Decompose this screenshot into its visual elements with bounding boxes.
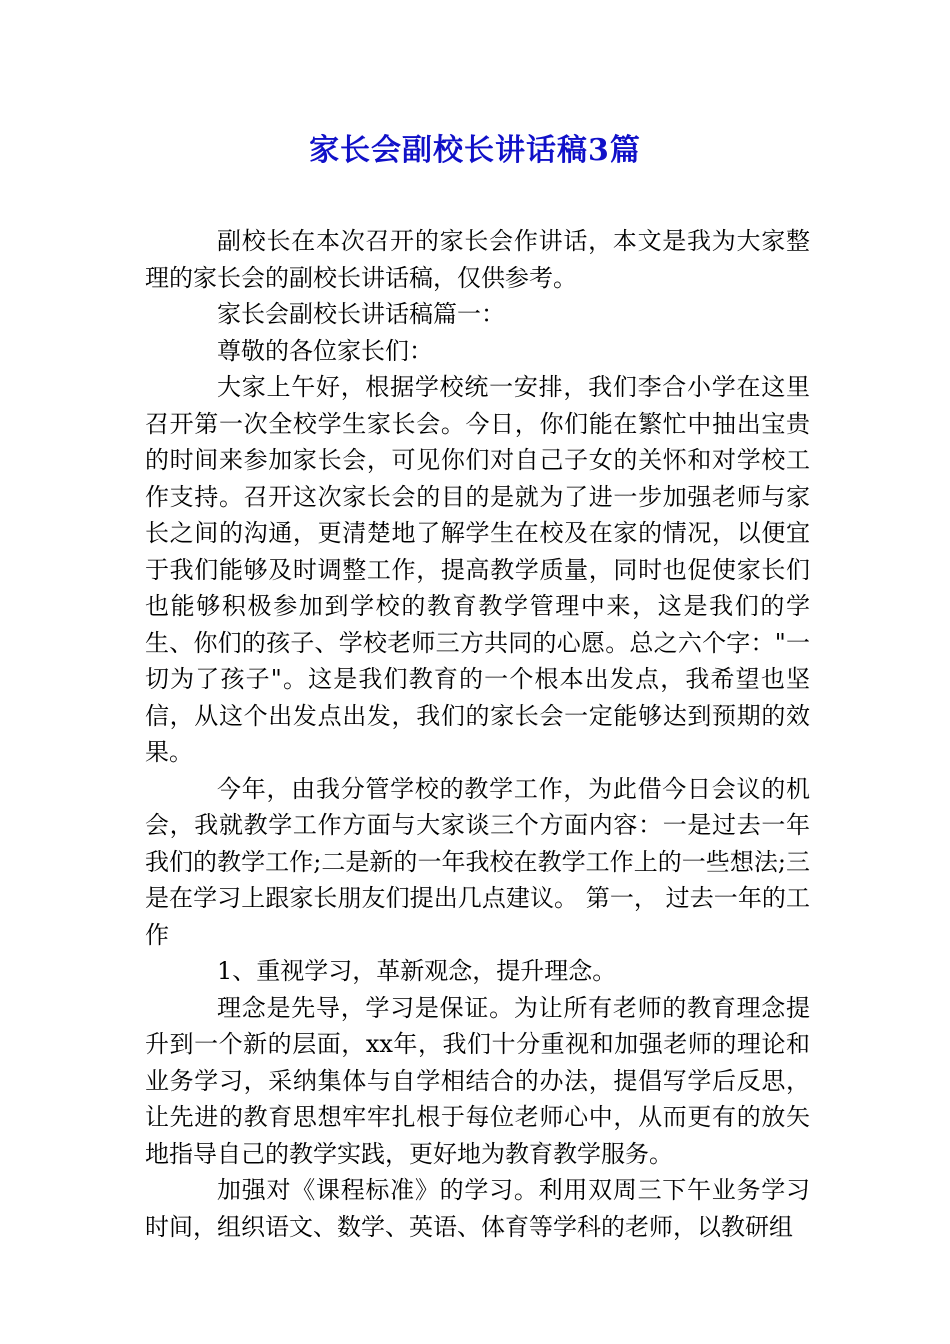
document-title: 家长会副校长讲话稿3篇 [309, 133, 641, 168]
paragraph-salutation: 尊敬的各位家长们： [217, 336, 433, 365]
paragraph-curriculum: 加强对《课程标准》的学习。利用双周三下午业务学习时间，组织语文、数学、英语、体育等学科的老师，以教研组 [145, 1176, 810, 1241]
paragraph-greeting: 大家上午好，根据学校统一安排，我们李合小学在这里召开第一次全校学生家长会。今日，你们能在繁忙中抽出宝贵的时间来参加家长会，可见你们对自己子女的关怀和对学校工作支持。召开这次家长会的目的是就为了进一步加强老师与家长之间的沟通，更清楚地了解学生在校及在家的情况，以便宜于我们能够及时调整工作，提高教学质量，同时也促使家长们也能够积极参加到学校的教育教学管理中来，这是我们的学生、你们的孩子、学校老师三方共同的心愿。总之六个字："一切为了孩子"。这是我们教育的一个根本出发点，我希望也坚信，从这个出发点出发，我们的家长会一定能够达到预期的效果。 [145, 373, 810, 766]
paragraph-section-heading: 家长会副校长讲话稿篇一： [217, 300, 505, 328]
paragraph-point-one: 1、重视学习，革新观念，提升理念。 [217, 957, 617, 985]
document-body [145, 223, 810, 1245]
paragraph-concept: 理念是先导，学习是保证。为让所有老师的教育理念提升到一个新的层面，xx年，我们十分重视和加强老师的理论和业务学习，采纳集体与自学相结合的办法，提倡写学后反思，让先进的教育思想牢牢扎根于每位老师心中，从而更有的放矢地指导自己的教学实践，更好地为教育教学服务。 [145, 993, 810, 1168]
paragraph-intro: 副校长在本次召开的家长会作讲话，本文是我为大家整理的家长会的副校长讲话稿，仅供参考。 [145, 227, 810, 292]
paragraph-this-year: 今年，由我分管学校的教学工作，为此借今日会议的机会，我就教学工作方面与大家谈三个方面内容：一是过去一年我们的教学工作;二是新的一年我校在教学工作上的一些想法;三是在学习上跟家长朋友们提出几点建议。 第一， 过去一年的工作 [145, 774, 810, 949]
